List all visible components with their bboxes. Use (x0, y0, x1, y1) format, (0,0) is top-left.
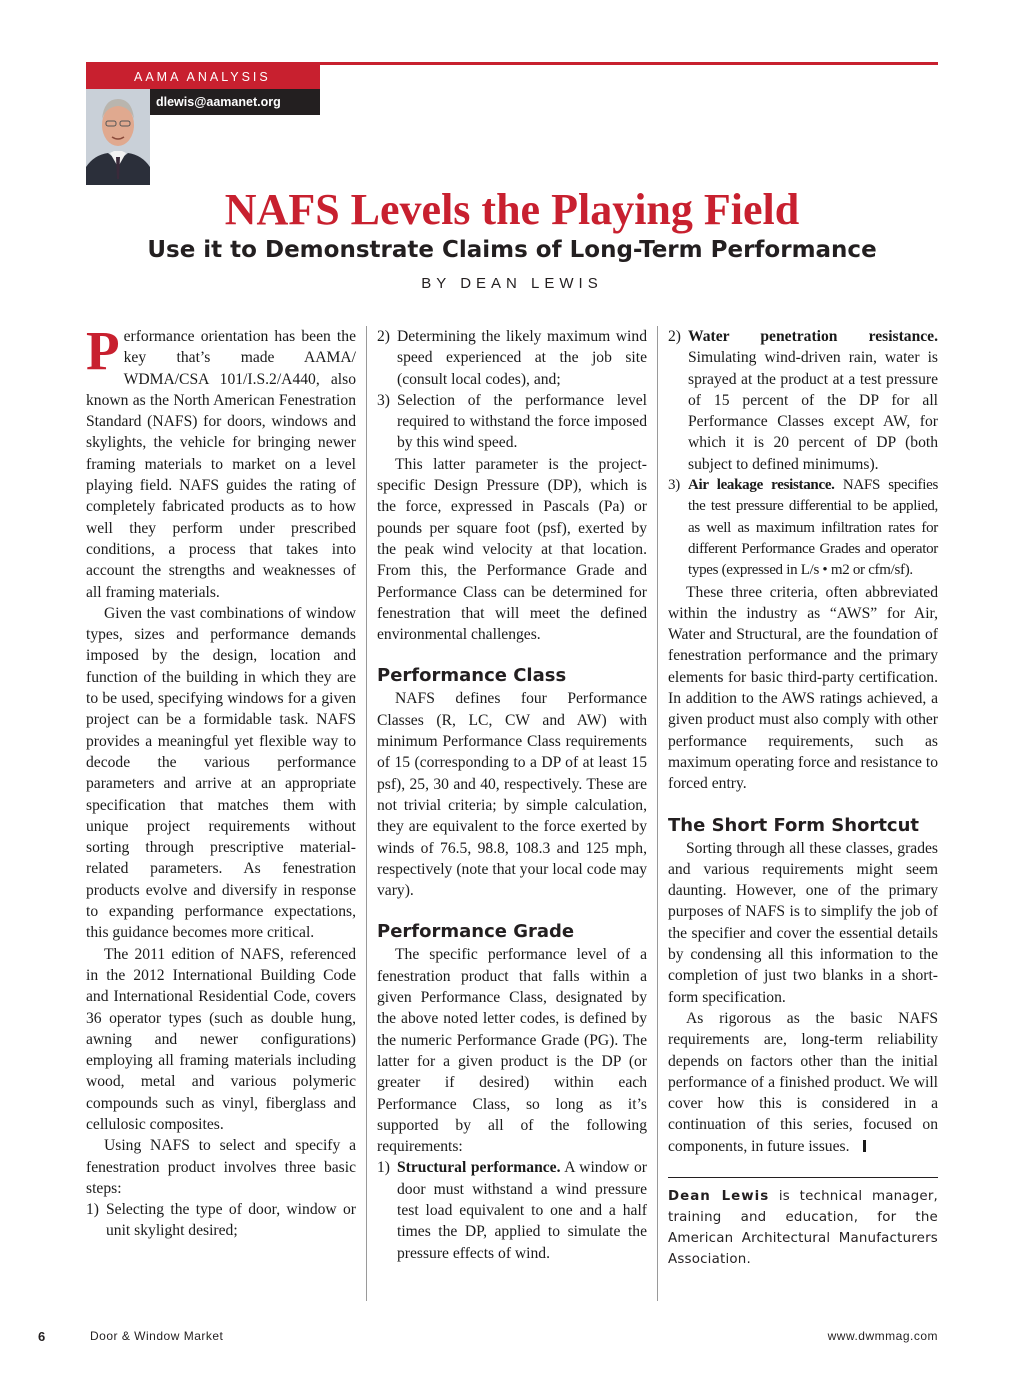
column-3 (668, 326, 938, 1270)
end-mark-icon (863, 1140, 866, 1152)
requirements-list (377, 1157, 647, 1263)
page-number: 6 (38, 1329, 46, 1344)
column-1 (86, 320, 356, 1242)
column-2 (377, 326, 647, 1264)
paragraph: This latter parameter is the project-specific Design Pressure (DP), which is the force, expressed in Pascals (Pa) or pounds per square foot (psf), exerted by the peak wind velocity at that location. From this, the Performance Grade and Performance Class can be determined for fenestration that will meet the defined environmental challenges. (377, 455, 647, 644)
article-title: NAFS Levels the Playing Field (224, 185, 800, 234)
column-tag: AAMA ANALYSIS (86, 65, 320, 89)
drop-cap: P (86, 320, 120, 381)
list-item: 3) Air leakage resistance. NAFS specifies the test pressure differential to be applied, as well as maximum infiltration rates for different Performance Grades and operator types (expressed in L/s • m2 or cfm/sf). (668, 477, 938, 579)
section-heading-performance-class: Performance Class (377, 665, 567, 687)
intro-paragraph: Performance orientation has been the key that’s made AAMA/ WDMA/CSA 101/I.S.2/A440, also known as the North American Fenestration Standard (NAFS) for doors, windows and skylights, the vehicle for bringing newer framing materials to market on a level playing field. NAFS guides the rating of completely fabricated products as to how well they perform under prescribed conditions, a process that takes into account the strengths and weaknesses of all framing materials. (86, 320, 356, 601)
paragraph: The specific performance level of a fenestration product that falls within a given Performance Class, designated by the above noted letter codes, is defined by the numeric Performance Grade (PG). The latter for a given product is the DP (or greater if desired) within each Performance Class, so long as it’s supported by all of the following requirements: (377, 946, 647, 1156)
steps-list (377, 326, 647, 454)
list-item: 1) Structural performance. A window or door must withstand a wind pressure test load equivalent to one and a half times the DP, applied to simulate the pressure effects of wind. (377, 1159, 647, 1262)
author-photo (86, 89, 150, 185)
paragraph: As rigorous as the basic NAFS requirements are, long-term reliability depends on factors other than the initial performance of a finished product. We will cover how this is considered in a continuation of this series, focused on components, in future issues. (668, 1009, 938, 1155)
paragraph: Sorting through all these classes, grades and various requirements might seem daunting. However, one of the primary purposes of NAFS is to simplify the job of the specifier and cover the essential details by condensing all this information to the completion of just two blanks in a short-form specification. (668, 839, 938, 1006)
list-item: 2) Water penetration resistance. Simulating wind-driven rain, water is sprayed at the product at a test pressure of 15 percent of the DP for all Performance Classes except AW, for which it is 20 percent of DP (both subject to defined minimums). (668, 328, 938, 473)
author-bio: Dean Lewis is technical manager, training and education, for the American Architectural Manufacturers Association. (668, 1188, 938, 1267)
paragraph: These three criteria, often abbreviated within the industry as “AWS” for Air, Water and Structural, are the foundation of fenestration performance and the primary elements for basic third-party certification. In addition to the AWS ratings achieved, a given product must also comply with other performance requirements, such as maximum operating force and resistance to forced entry. (668, 583, 938, 793)
column-divider (366, 326, 367, 1301)
author-email[interactable]: dlewis@aamanet.org (150, 89, 320, 115)
paragraph: NAFS defines four Performance Classes (R, LC, CW and AW) with minimum Performance Class requirements of 15 (corresponding to a DP of at least 15 psf), 25, 30 and 40, respectively. These are not trivial criteria; by simple calculation, they are equivalent to the force exerted by winds of 76.5, 98.8, 108.3 and 125 mph, respectively (note that your local code may vary). (377, 690, 647, 900)
magazine-name: Door & Window Market (90, 1329, 224, 1343)
byline: BY DEAN LEWIS (421, 275, 603, 292)
section-heading-performance-grade: Performance Grade (377, 921, 575, 943)
paragraph: Given the vast combinations of window types, sizes and performance demands imposed by the design, location and function of the building in which they are to be used, specifying windows for a given project can be a formidable task. NAFS provides a meaningful yet flexible way to decode the various performance parameters and arrive at an appropriate specification that matches them with unique project requirements without sorting through prescriptive material-related parameters. As fenestration products evolve and diversify in response to expanding performance expectations, this guidance becomes more critical. (86, 604, 356, 942)
list-item: 2) Determining the likely maximum wind speed experienced at the job site (consult local codes), and; (377, 328, 647, 388)
list-item: 1) Selecting the type of door, window or unit skylight desired; (86, 1201, 356, 1240)
steps-list (86, 1199, 356, 1242)
list-item: 3) Selection of the performance level required to withstand the force imposed by this wind speed. (377, 391, 647, 452)
section-heading-short-form: The Short Form Shortcut (668, 814, 920, 836)
article-subtitle: Use it to Demonstrate Claims of Long-Term Performance (147, 237, 877, 263)
bio-rule (668, 1177, 938, 1178)
requirements-list (668, 326, 938, 582)
website-link[interactable]: www.dwmmag.com (827, 1329, 938, 1343)
column-divider (657, 326, 658, 1301)
paragraph: The 2011 edition of NAFS, referenced in the 2012 International Building Code and International Residential Code, covers 36 operator types (such as double hung, awning and newer configurations) employing all framing materials including wood, metal and various polymeric compounds such as vinyl, fiberglass and cellulosic composites. (86, 945, 356, 1133)
paragraph: Using NAFS to select and specify a fenestration product involves three basic steps: (86, 1137, 356, 1197)
